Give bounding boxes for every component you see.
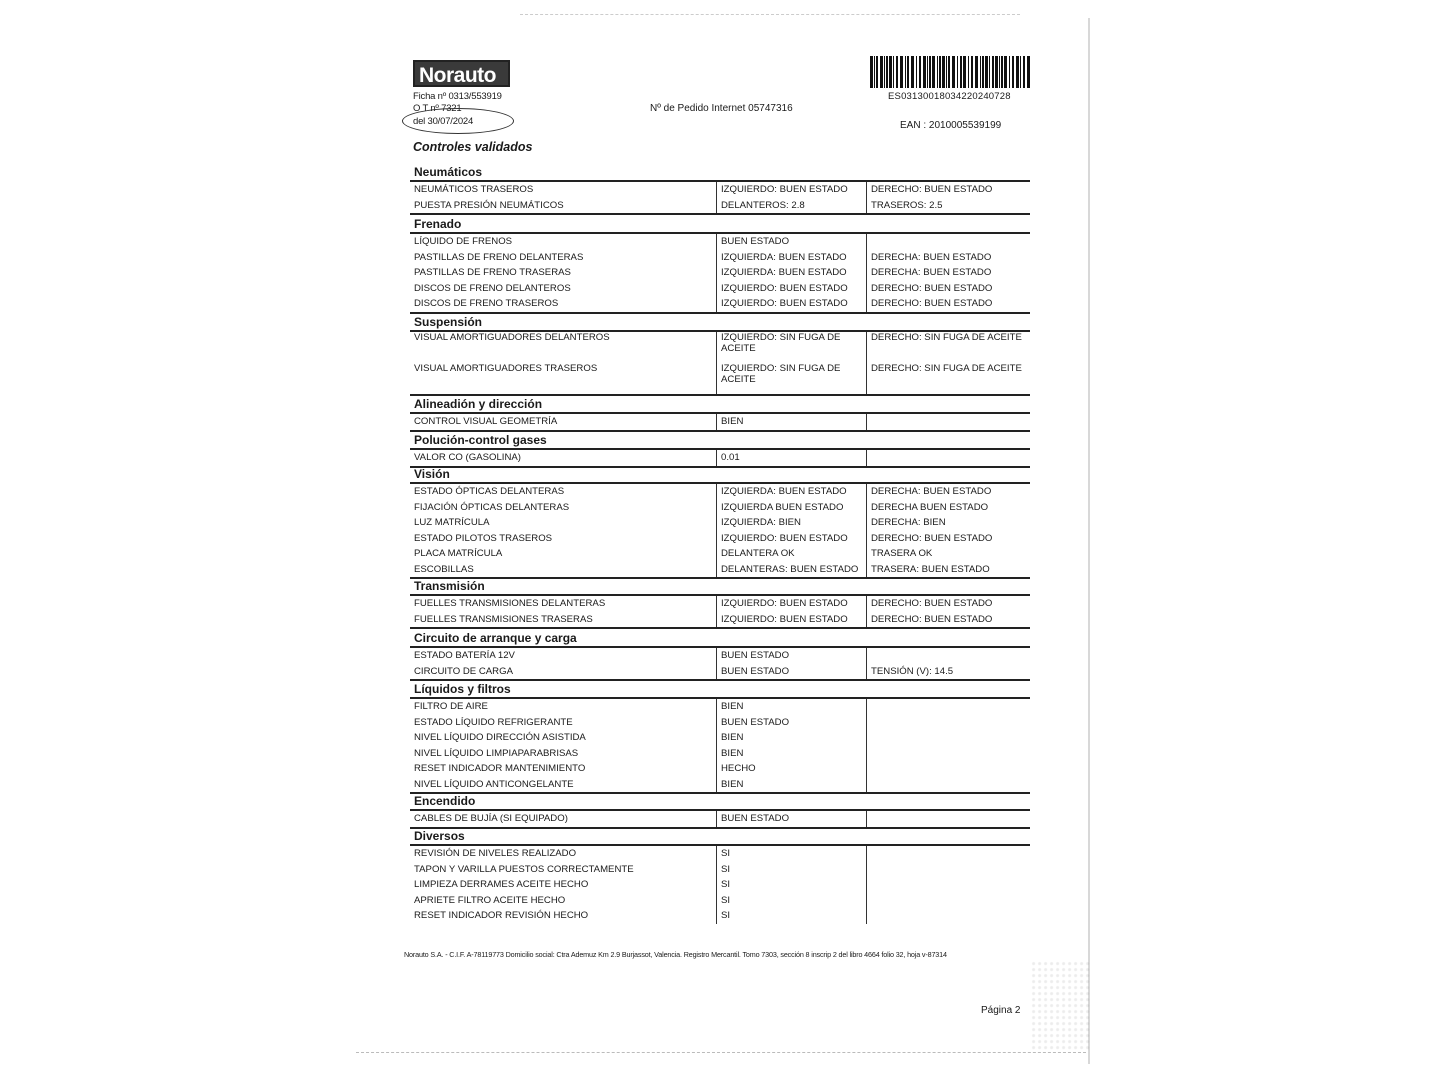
table-row [410, 730, 1030, 746]
row-value-right [866, 715, 1030, 731]
row-value-left: IZQUIERDA: BIEN [716, 515, 866, 531]
row-value-right [866, 908, 1030, 924]
section [410, 793, 1030, 829]
row-label: CIRCUITO DE CARGA [414, 665, 513, 677]
row-value-left: BUEN ESTADO [716, 234, 866, 250]
scan-edge-bottom [356, 1052, 1086, 1053]
row-value-left: SI [716, 893, 866, 909]
row-value-right [866, 234, 1030, 250]
section-rows [410, 182, 1030, 215]
row-value-left: BUEN ESTADO [716, 648, 866, 664]
table-row [410, 546, 1030, 562]
row-value-right [866, 811, 1030, 827]
row-value-right: DERECHA: BUEN ESTADO [866, 484, 1030, 500]
table-row [410, 908, 1030, 924]
date-text: del 30/07/2024 [413, 116, 474, 127]
row-label: RESET INDICADOR REVISIÓN HECHO [414, 910, 589, 921]
page-number: Página 2 [981, 1005, 1021, 1016]
table-row [410, 715, 1030, 731]
table-row [410, 562, 1030, 578]
row-value-left: SI [716, 862, 866, 878]
row-value-left: IZQUIERDA: BUEN ESTADO [716, 484, 866, 500]
row-value-right [866, 862, 1030, 878]
table-row [410, 596, 1030, 612]
table-row [410, 250, 1030, 266]
table-row [410, 198, 1030, 214]
row-value-right: DERECHO: BUEN ESTADO [866, 531, 1030, 547]
section [410, 466, 1030, 579]
section-rows [410, 484, 1030, 579]
section-rows [410, 596, 1030, 629]
row-value-right: TRASERA OK [866, 546, 1030, 562]
table-row [410, 414, 1030, 430]
row-value-left: IZQUIERDA BUEN ESTADO [716, 500, 866, 516]
barcode-number: ES03130018034220240728 [888, 91, 1011, 102]
row-value-left: BUEN ESTADO [716, 715, 866, 731]
row-label: TAPON Y VARILLA PUESTOS CORRECTAMENTE [414, 863, 634, 875]
row-value-right: TRASERA: BUEN ESTADO [866, 562, 1030, 578]
order-number: Nº de Pedido Internet 05747316 [650, 103, 793, 114]
table-row [410, 332, 1030, 363]
section-title: Líquidos y filtros [410, 681, 1030, 699]
table-row [410, 450, 1030, 466]
table-row [410, 265, 1030, 281]
row-label: FUELLES TRANSMISIONES TRASERAS [414, 613, 593, 625]
row-label: PUESTA PRESIÓN NEUMÁTICOS [414, 199, 564, 211]
row-value-left: DELANTEROS: 2.8 [716, 198, 866, 214]
row-value-left: SI [716, 877, 866, 893]
row-value-right [866, 450, 1030, 466]
row-label: NEUMÁTICOS TRASEROS [414, 184, 534, 195]
section-rows [410, 846, 1030, 924]
row-label: ESTADO ÓPTICAS DELANTERAS [414, 486, 565, 497]
row-value-right: DERECHO: BUEN ESTADO [866, 596, 1030, 612]
row-label: VISUAL AMORTIGUADORES DELANTEROS [414, 332, 610, 343]
row-value-right [866, 893, 1030, 909]
section [410, 396, 1030, 432]
row-value-left: BUEN ESTADO [716, 664, 866, 680]
table-row [410, 281, 1030, 297]
row-value-left: BIEN [716, 777, 866, 793]
row-value-right [866, 777, 1030, 793]
row-value-right [866, 746, 1030, 762]
section-title: Alineadión y dirección [410, 396, 1030, 414]
row-label: NIVEL LÍQUIDO LIMPIAPARABRISAS [414, 747, 579, 759]
table-row [410, 664, 1030, 680]
row-label: VISUAL AMORTIGUADORES TRASEROS [414, 363, 598, 374]
section [410, 630, 1030, 681]
row-value-left: BIEN [716, 699, 866, 715]
section-title: Frenado [410, 216, 1030, 234]
section-title: Encendido [410, 793, 1030, 811]
section-title: Neumáticos [410, 164, 1030, 182]
table-row [410, 612, 1030, 628]
row-value-right [866, 730, 1030, 746]
row-value-right [866, 846, 1030, 862]
row-label: LIMPIEZA DERRAMES ACEITE HECHO [414, 879, 589, 890]
row-label: FIJACIÓN ÓPTICAS DELANTERAS [414, 501, 570, 513]
row-value-right: DERECHO: SIN FUGA DE ACEITE [866, 363, 1030, 394]
section [410, 578, 1030, 629]
table-row [410, 363, 1030, 394]
row-value-left: IZQUIERDO: SIN FUGA DE ACEITE [716, 363, 866, 394]
section-rows [410, 414, 1030, 432]
row-value-right [866, 761, 1030, 777]
barcode-icon [870, 56, 1032, 88]
row-value-right: DERECHO: BUEN ESTADO [866, 612, 1030, 628]
row-value-left: BIEN [716, 746, 866, 762]
row-value-left: IZQUIERDO: BUEN ESTADO [716, 612, 866, 628]
table-row [410, 761, 1030, 777]
row-value-right: DERECHO: BUEN ESTADO [866, 296, 1030, 312]
ean-code: EAN : 2010005539199 [900, 120, 1002, 131]
row-value-left: IZQUIERDO: BUEN ESTADO [716, 281, 866, 297]
row-value-left: BIEN [716, 414, 866, 430]
row-label: LÍQUIDO DE FRENOS [414, 236, 513, 247]
section-rows [410, 699, 1030, 794]
row-label: FUELLES TRANSMISIONES DELANTERAS [414, 598, 606, 609]
row-value-left: IZQUIERDO: BUEN ESTADO [716, 531, 866, 547]
section-title: Transmisión [410, 578, 1030, 596]
row-value-left: BIEN [716, 730, 866, 746]
row-value-right: DERECHA: BUEN ESTADO [866, 265, 1030, 281]
table-row [410, 182, 1030, 198]
row-label: ESCOBILLAS [414, 563, 474, 575]
document-title: Controles validados [413, 140, 533, 154]
row-label: REVISIÓN DE NIVELES REALIZADO [414, 848, 577, 859]
section [410, 828, 1030, 924]
row-value-left: SI [716, 846, 866, 862]
section-title: Suspensión [410, 314, 1030, 332]
table-row [410, 699, 1030, 715]
row-value-right [866, 648, 1030, 664]
section-rows [410, 811, 1030, 829]
row-value-left: IZQUIERDO: BUEN ESTADO [716, 182, 866, 198]
row-label: ESTADO LÍQUIDO REFRIGERANTE [414, 716, 573, 728]
row-value-right: DERECHO: BUEN ESTADO [866, 281, 1030, 297]
table-row [410, 846, 1030, 862]
scan-edge-top [520, 14, 1020, 15]
row-value-left: BUEN ESTADO [716, 811, 866, 827]
row-value-left: DELANTERA OK [716, 546, 866, 562]
row-label: CONTROL VISUAL GEOMETRÍA [414, 416, 558, 427]
table-row [410, 296, 1030, 312]
row-value-right [866, 699, 1030, 715]
row-label: CABLES DE BUJÍA (SI EQUIPADO) [414, 813, 568, 824]
table-row [410, 893, 1030, 909]
scan-noise [1030, 960, 1090, 1050]
section [410, 314, 1030, 396]
row-value-left: 0.01 [716, 450, 866, 466]
table-row [410, 811, 1030, 827]
handwritten-circle [402, 108, 514, 134]
section [410, 164, 1030, 215]
row-value-right: TENSIÓN (V): 14.5 [866, 664, 1030, 680]
section-title: Visión [410, 466, 1030, 484]
row-label: PASTILLAS DE FRENO TRASERAS [414, 267, 571, 278]
section-rows [410, 332, 1030, 396]
row-value-right: DERECHO: SIN FUGA DE ACEITE [866, 332, 1030, 363]
row-label: NIVEL LÍQUIDO ANTICONGELANTE [414, 778, 574, 790]
section-title: Diversos [410, 828, 1030, 846]
section [410, 216, 1030, 314]
table-row [410, 648, 1030, 664]
row-label: APRIETE FILTRO ACEITE HECHO [414, 894, 566, 906]
row-value-right: DERECHA: BUEN ESTADO [866, 250, 1030, 266]
row-label: PASTILLAS DE FRENO DELANTERAS [414, 251, 584, 263]
row-value-right: DERECHA BUEN ESTADO [866, 500, 1030, 516]
table-row [410, 234, 1030, 250]
table-row [410, 746, 1030, 762]
section-rows [410, 234, 1030, 314]
row-label: DISCOS DE FRENO DELANTEROS [414, 282, 571, 294]
row-label: FILTRO DE AIRE [414, 701, 488, 712]
table-row [410, 515, 1030, 531]
section-rows [410, 648, 1030, 681]
section-rows [410, 450, 1030, 468]
norauto-logo: Norauto [413, 60, 510, 87]
row-value-right [866, 414, 1030, 430]
row-value-left: IZQUIERDA: BUEN ESTADO [716, 265, 866, 281]
footer-legal: Norauto S.A. - C.I.F. A-78119773 Domicilio social: Ctra Ademuz Km 2.9 Burjassot, Valencia. Registro Mercantil. Tomo 7303, sección 8 inscrip 2 del libro 4664 folio 32, hoja v-87314 [404, 950, 947, 959]
row-label: PLACA MATRÍCULA [414, 548, 503, 559]
table-row [410, 531, 1030, 547]
row-label: NIVEL LÍQUIDO DIRECCIÓN ASISTIDA [414, 732, 586, 743]
table-row [410, 877, 1030, 893]
section [410, 681, 1030, 794]
row-value-left: IZQUIERDA: BUEN ESTADO [716, 250, 866, 266]
row-value-left: HECHO [716, 761, 866, 777]
row-value-left: DELANTERAS: BUEN ESTADO [716, 562, 866, 578]
row-value-right [866, 877, 1030, 893]
table-row [410, 500, 1030, 516]
row-label: VALOR CO (GASOLINA) [414, 452, 521, 463]
row-value-left: IZQUIERDO: SIN FUGA DE ACEITE [716, 332, 866, 363]
ot-number: O T nº 7321 [413, 103, 462, 114]
section [410, 432, 1030, 468]
row-label: RESET INDICADOR MANTENIMIENTO [414, 763, 586, 774]
row-value-left: IZQUIERDO: BUEN ESTADO [716, 296, 866, 312]
row-value-left: SI [716, 908, 866, 924]
section-title: Circuito de arranque y carga [410, 630, 1030, 648]
table-row [410, 484, 1030, 500]
row-label: DISCOS DE FRENO TRASEROS [414, 298, 559, 309]
row-value-right: TRASEROS: 2.5 [866, 198, 1030, 214]
row-label: LUZ MATRÍCULA [414, 517, 490, 528]
row-value-right: DERECHA: BIEN [866, 515, 1030, 531]
ficha-number: Ficha nº 0313/553919 [413, 91, 502, 102]
row-label: ESTADO BATERÍA 12V [414, 650, 515, 661]
row-value-right: DERECHO: BUEN ESTADO [866, 182, 1030, 198]
row-label: ESTADO PILOTOS TRASEROS [414, 532, 553, 544]
row-value-left: IZQUIERDO: BUEN ESTADO [716, 596, 866, 612]
table-row [410, 862, 1030, 878]
section-title: Polución-control gases [410, 432, 1030, 450]
table-row [410, 777, 1030, 793]
